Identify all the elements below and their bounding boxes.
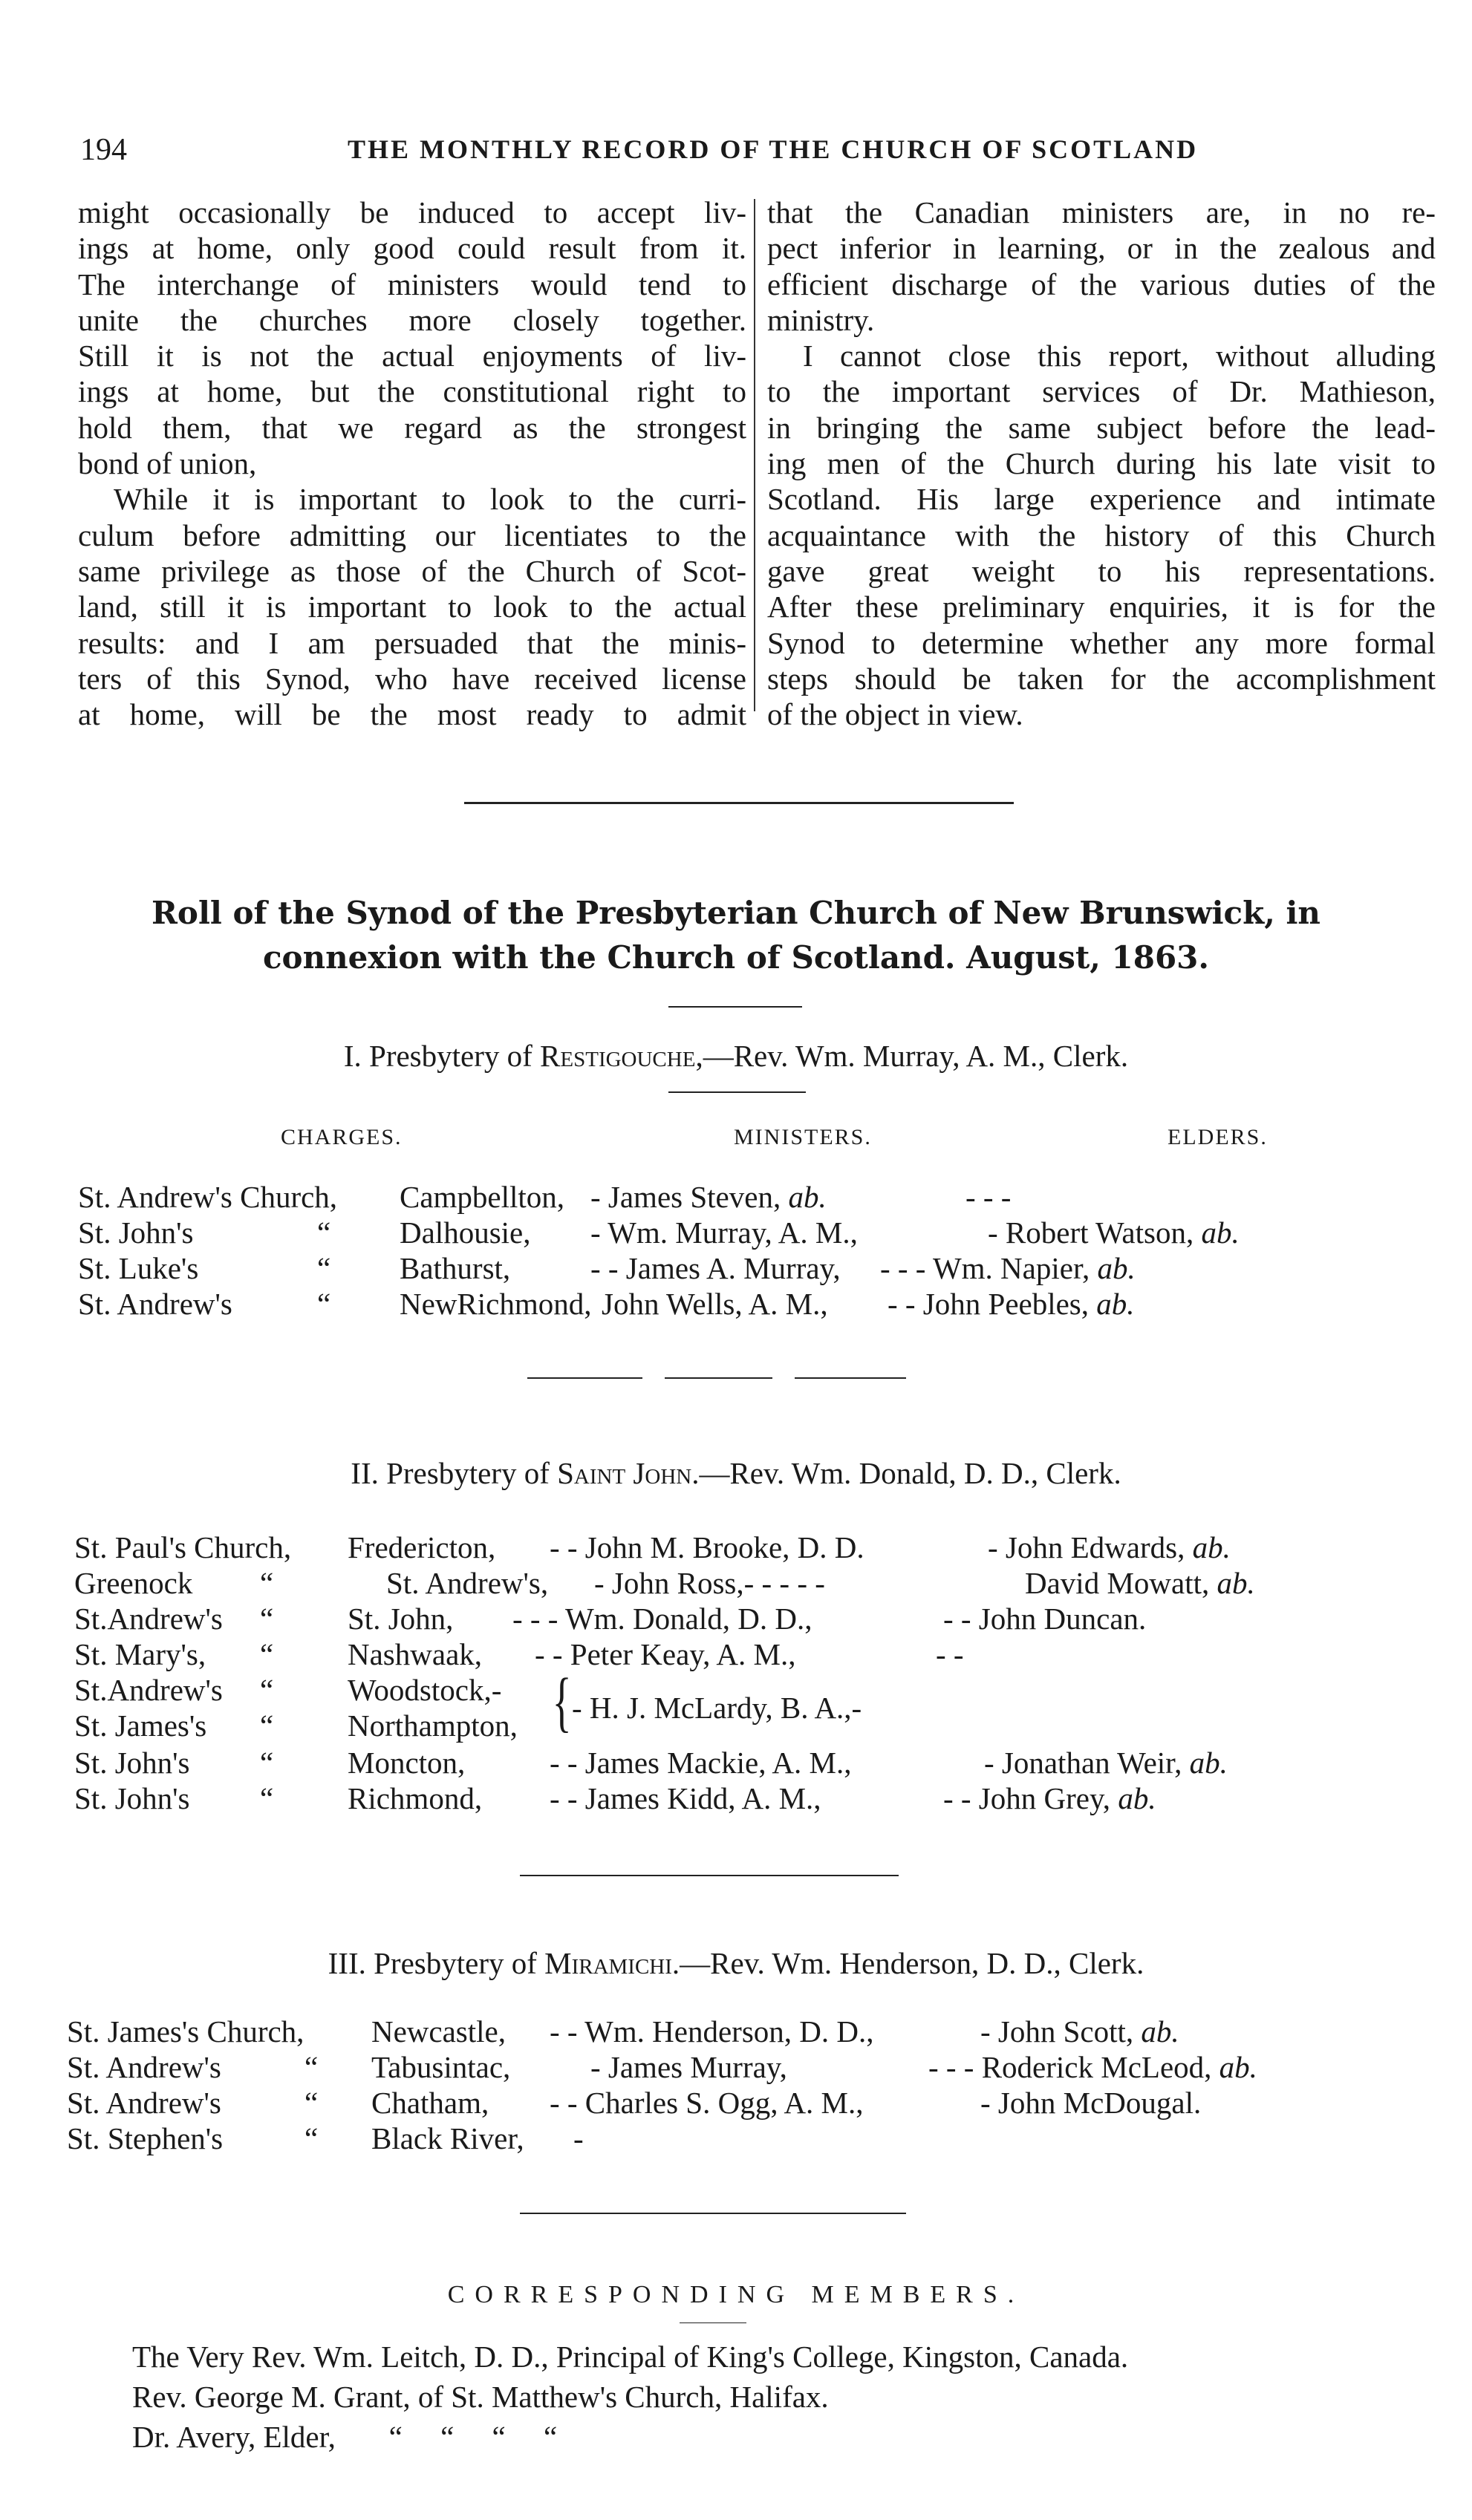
corresponding-member: The Very Rev. Wm. Leitch, D. D., Principal of King's College, Kingston, Canada. [132,2340,1129,2374]
text-line: ings at home, but the constitutional right to [78,374,746,409]
text-line: to the important services of Dr. Mathieson, [767,374,1436,409]
text-line: While it is important to look to the curri- [114,482,746,517]
charge: St.Andrew's [74,1673,223,1707]
minister: - - Charles S. Ogg, A. M., [550,2086,864,2120]
charge-place: Woodstock,- [348,1673,502,1707]
elder [988,1215,1240,1250]
elder-name: - - John Grey, [943,1781,1111,1815]
ditto-mark: “ [260,1602,274,1636]
text-line: same privilege as those of the Church of Scot- [78,553,746,588]
charge: St. Andrew's Church, [78,1180,338,1214]
charge: St. Andrew's [67,2050,221,2084]
section-rule [795,1377,906,1379]
presbytery-prefix: I. Presbytery of [343,1039,541,1073]
ditto-mark: “ [305,2121,319,2155]
absent-marker: ab. [1219,2050,1257,2084]
right-column [767,195,1436,732]
running-title: THE MONTHLY RECORD OF THE CHURCH OF SCOTLAND [348,134,1199,164]
roll-title [0,891,1472,980]
left-column [78,195,746,732]
elder: - - [936,1637,964,1671]
charge-place: Nashwaak, [348,1637,483,1671]
elder-name: David Mowatt, [1025,1566,1210,1600]
minister: - - James Kidd, A. M., [550,1781,821,1815]
presbytery-clerk: ,—Rev. Wm. Murray, A. M., Clerk. [695,1039,1129,1073]
elder: - - John Duncan. [943,1602,1147,1636]
title-rule [668,1006,802,1008]
minister: - H. J. McLardy, B. A.,- [572,1691,862,1725]
text-line: ings at home, only good could result from it. [78,231,746,266]
elder-name: - - John Peebles, [888,1287,1090,1321]
column-heading-charges: CHARGES. [281,1125,403,1149]
roll-title-line: Roll of the Synod of the Presbyterian Church of New Brunswick, in [152,895,1320,931]
column-divider [754,199,755,711]
elder [943,1780,1156,1816]
presbytery-clerk: .—Rev. Wm. Donald, D. D., Clerk. [691,1456,1121,1490]
text-line: might occasionally be induced to accept liv- [78,195,746,229]
minister: - [573,2121,584,2155]
ditto-mark: “ [317,1287,331,1321]
elder: - - - [965,1180,1012,1214]
ditto-mark: “ [260,1746,274,1780]
charge-place: Newcastle, [371,2014,506,2049]
charge: St. Mary's, [74,1637,206,1671]
charge-place: St. Andrew's, [386,1566,549,1600]
text-line: gave great weight to his representations. [767,553,1436,588]
charge: St. Andrew's [67,2086,221,2120]
absent-marker: ab. [1141,2014,1179,2049]
text-line: at home, will be the most ready to admit [78,697,746,732]
text-line: Synod to determine whether any more formal [767,625,1436,660]
minister: - - James A. Murray, [590,1251,841,1285]
elder: - John McDougal. [980,2086,1202,2120]
charge-place: Chatham, [371,2086,489,2120]
presbytery-name: Miramichi [544,1946,672,1980]
ditto-mark: “ [305,2086,319,2120]
minister: John Wells, A. M., [602,1287,828,1321]
ditto-mark: “ [305,2050,319,2084]
charge: St. James's [74,1708,207,1743]
ditto-mark: “ [260,1673,274,1707]
charge-place: Fredericton, [348,1530,496,1564]
elder [928,2049,1257,2085]
minister: - James Murray, [590,2050,787,2084]
minister: - Wm. Murray, A. M., [590,1215,858,1250]
charge: St. John's [74,1746,190,1780]
absent-marker: ab. [788,1180,827,1214]
presbytery-name: Restigouche [540,1039,696,1073]
charge-place: Northampton, [348,1708,518,1743]
elder [988,1530,1231,1565]
absent-marker: ab. [1217,1566,1255,1600]
ditto-mark: “ [260,1637,274,1671]
text-line: ters of this Synod, who have received license [78,661,746,696]
text-line: The interchange of ministers would tend to [78,267,746,301]
presbytery-prefix: III. Presbytery of [328,1946,545,1980]
presbytery-prefix: II. Presbytery of [351,1456,558,1490]
presbytery-heading [0,1455,1472,1491]
charge: St.Andrew's [74,1602,223,1636]
presbytery-name: Saint John [557,1456,692,1490]
ditto-mark: “ [260,1708,274,1743]
text-line: culum before admitting our licentiates to the [78,518,746,552]
absent-marker: ab. [1189,1746,1228,1780]
text-line: results: and I am persuaded that the minis- [78,625,746,660]
minister: - John Ross,- - - - - [594,1566,825,1600]
text-line: pect inferior in learning, or in the zealous and [767,231,1436,266]
text-line: Still it is not the actual enjoyments of liv- [78,339,746,373]
absent-marker: ab. [1096,1287,1135,1321]
roll-title-line: connexion with the Church of Scotland. August, 1863. [262,939,1210,976]
ditto-mark: “ [317,1215,331,1250]
text-line: of the object in view. [767,697,1023,732]
charge-place: Campbellton, [400,1180,565,1214]
section-rule [464,802,1014,804]
column-heading-ministers: MINISTERS. [734,1125,872,1149]
text-line: efficient discharge of the various duties of the [767,267,1436,301]
text-line: that the Canadian ministers are, in no re- [767,195,1436,229]
text-line: hold them, that we regard as the strongest [78,410,746,445]
charge-place: Tabusintac, [371,2050,511,2084]
elder-name: - Jonathan Weir, [984,1746,1182,1780]
minister: - - Wm. Henderson, D. D., [550,2014,874,2049]
ditto-mark: “ [317,1251,331,1285]
minister-name: - James Steven, [590,1180,781,1214]
elder [984,1745,1228,1780]
text-line: acquaintance with the history of this Church [767,518,1436,552]
minister: - - James Mackie, A. M., [550,1746,852,1780]
charge: Greenock [74,1566,193,1600]
text-line: steps should be taken for the accomplishment [767,661,1436,696]
charge-place: Richmond, [348,1781,483,1815]
absent-marker: ab. [1201,1215,1240,1250]
minister: - - - Wm. Donald, D. D., [512,1602,812,1636]
elder-name: - Robert Watson, [988,1215,1194,1250]
elder [888,1286,1135,1322]
text-line: After these preliminary enquiries, it is for the [767,590,1436,624]
text-line: land, still it is important to look to the actual [78,590,746,624]
page-number: 194 [80,133,127,167]
elder-name: - John Scott, [980,2014,1134,2049]
charge: St. James's Church, [67,2014,305,2049]
presbytery-heading [0,1038,1472,1074]
minister: - - John M. Brooke, D. D. [550,1530,864,1564]
presbytery-heading [0,1945,1472,1981]
charge-place: Black River, [371,2121,524,2155]
absent-marker: ab. [1118,1781,1156,1815]
minister [590,1179,827,1215]
charge-place: Bathurst, [400,1251,511,1285]
text-line: in bringing the same subject before the lead- [767,410,1436,445]
text-line: Scotland. His large experience and intimate [767,482,1436,517]
heading-rule [680,2322,746,2323]
charge: St. Stephen's [67,2121,224,2155]
charge-place: St. John, [348,1602,454,1636]
minister: - - Peter Keay, A. M., [535,1637,796,1671]
charge: St. Paul's Church, [74,1530,292,1564]
ditto-mark: “ [260,1566,274,1600]
charge-place: Moncton, [348,1746,466,1780]
corresponding-members-heading: CORRESPONDING MEMBERS. [447,2281,1025,2308]
section-rule [527,1377,642,1379]
text-line: ministry. [767,302,875,337]
column-heading-elders: ELDERS. [1167,1125,1268,1149]
corresponding-member: Rev. George M. Grant, of St. Matthew's Church, Halifax. [132,2380,829,2414]
section-rule [665,1377,772,1379]
presbytery-clerk: .—Rev. Wm. Henderson, D. D., Clerk. [671,1946,1144,1980]
elder [1025,1565,1255,1601]
section-rule [520,1875,899,1876]
ditto-mark: “ [260,1781,274,1815]
section-rule [520,2213,906,2214]
text-line: ing men of the Church during his late visit to [767,446,1436,481]
charge: St. John's [74,1781,190,1815]
brace: { [552,1665,572,1739]
elder-name: - - - Roderick McLeod, [928,2050,1212,2084]
charge: St. Luke's [78,1251,199,1285]
charge-place: NewRichmond, [400,1287,592,1321]
elder-name: - John Edwards, [988,1530,1185,1564]
absent-marker: ab. [1192,1530,1231,1564]
elder [980,2014,1179,2049]
text-line: unite the churches more closely together. [78,302,746,337]
charge: St. Andrew's [78,1287,232,1321]
text-line: I cannot close this report, without alluding [803,339,1436,373]
corresponding-member: Dr. Avery, Elder, “ “ “ “ [132,2420,558,2454]
charge-place: Dalhousie, [400,1215,531,1250]
presbytery-rule [668,1091,806,1093]
charge: St. John's [78,1215,194,1250]
elder-name: - - - Wm. Napier, [880,1251,1090,1285]
absent-marker: ab. [1097,1251,1136,1285]
text-line: bond of union, [78,446,257,481]
elder [880,1250,1136,1286]
